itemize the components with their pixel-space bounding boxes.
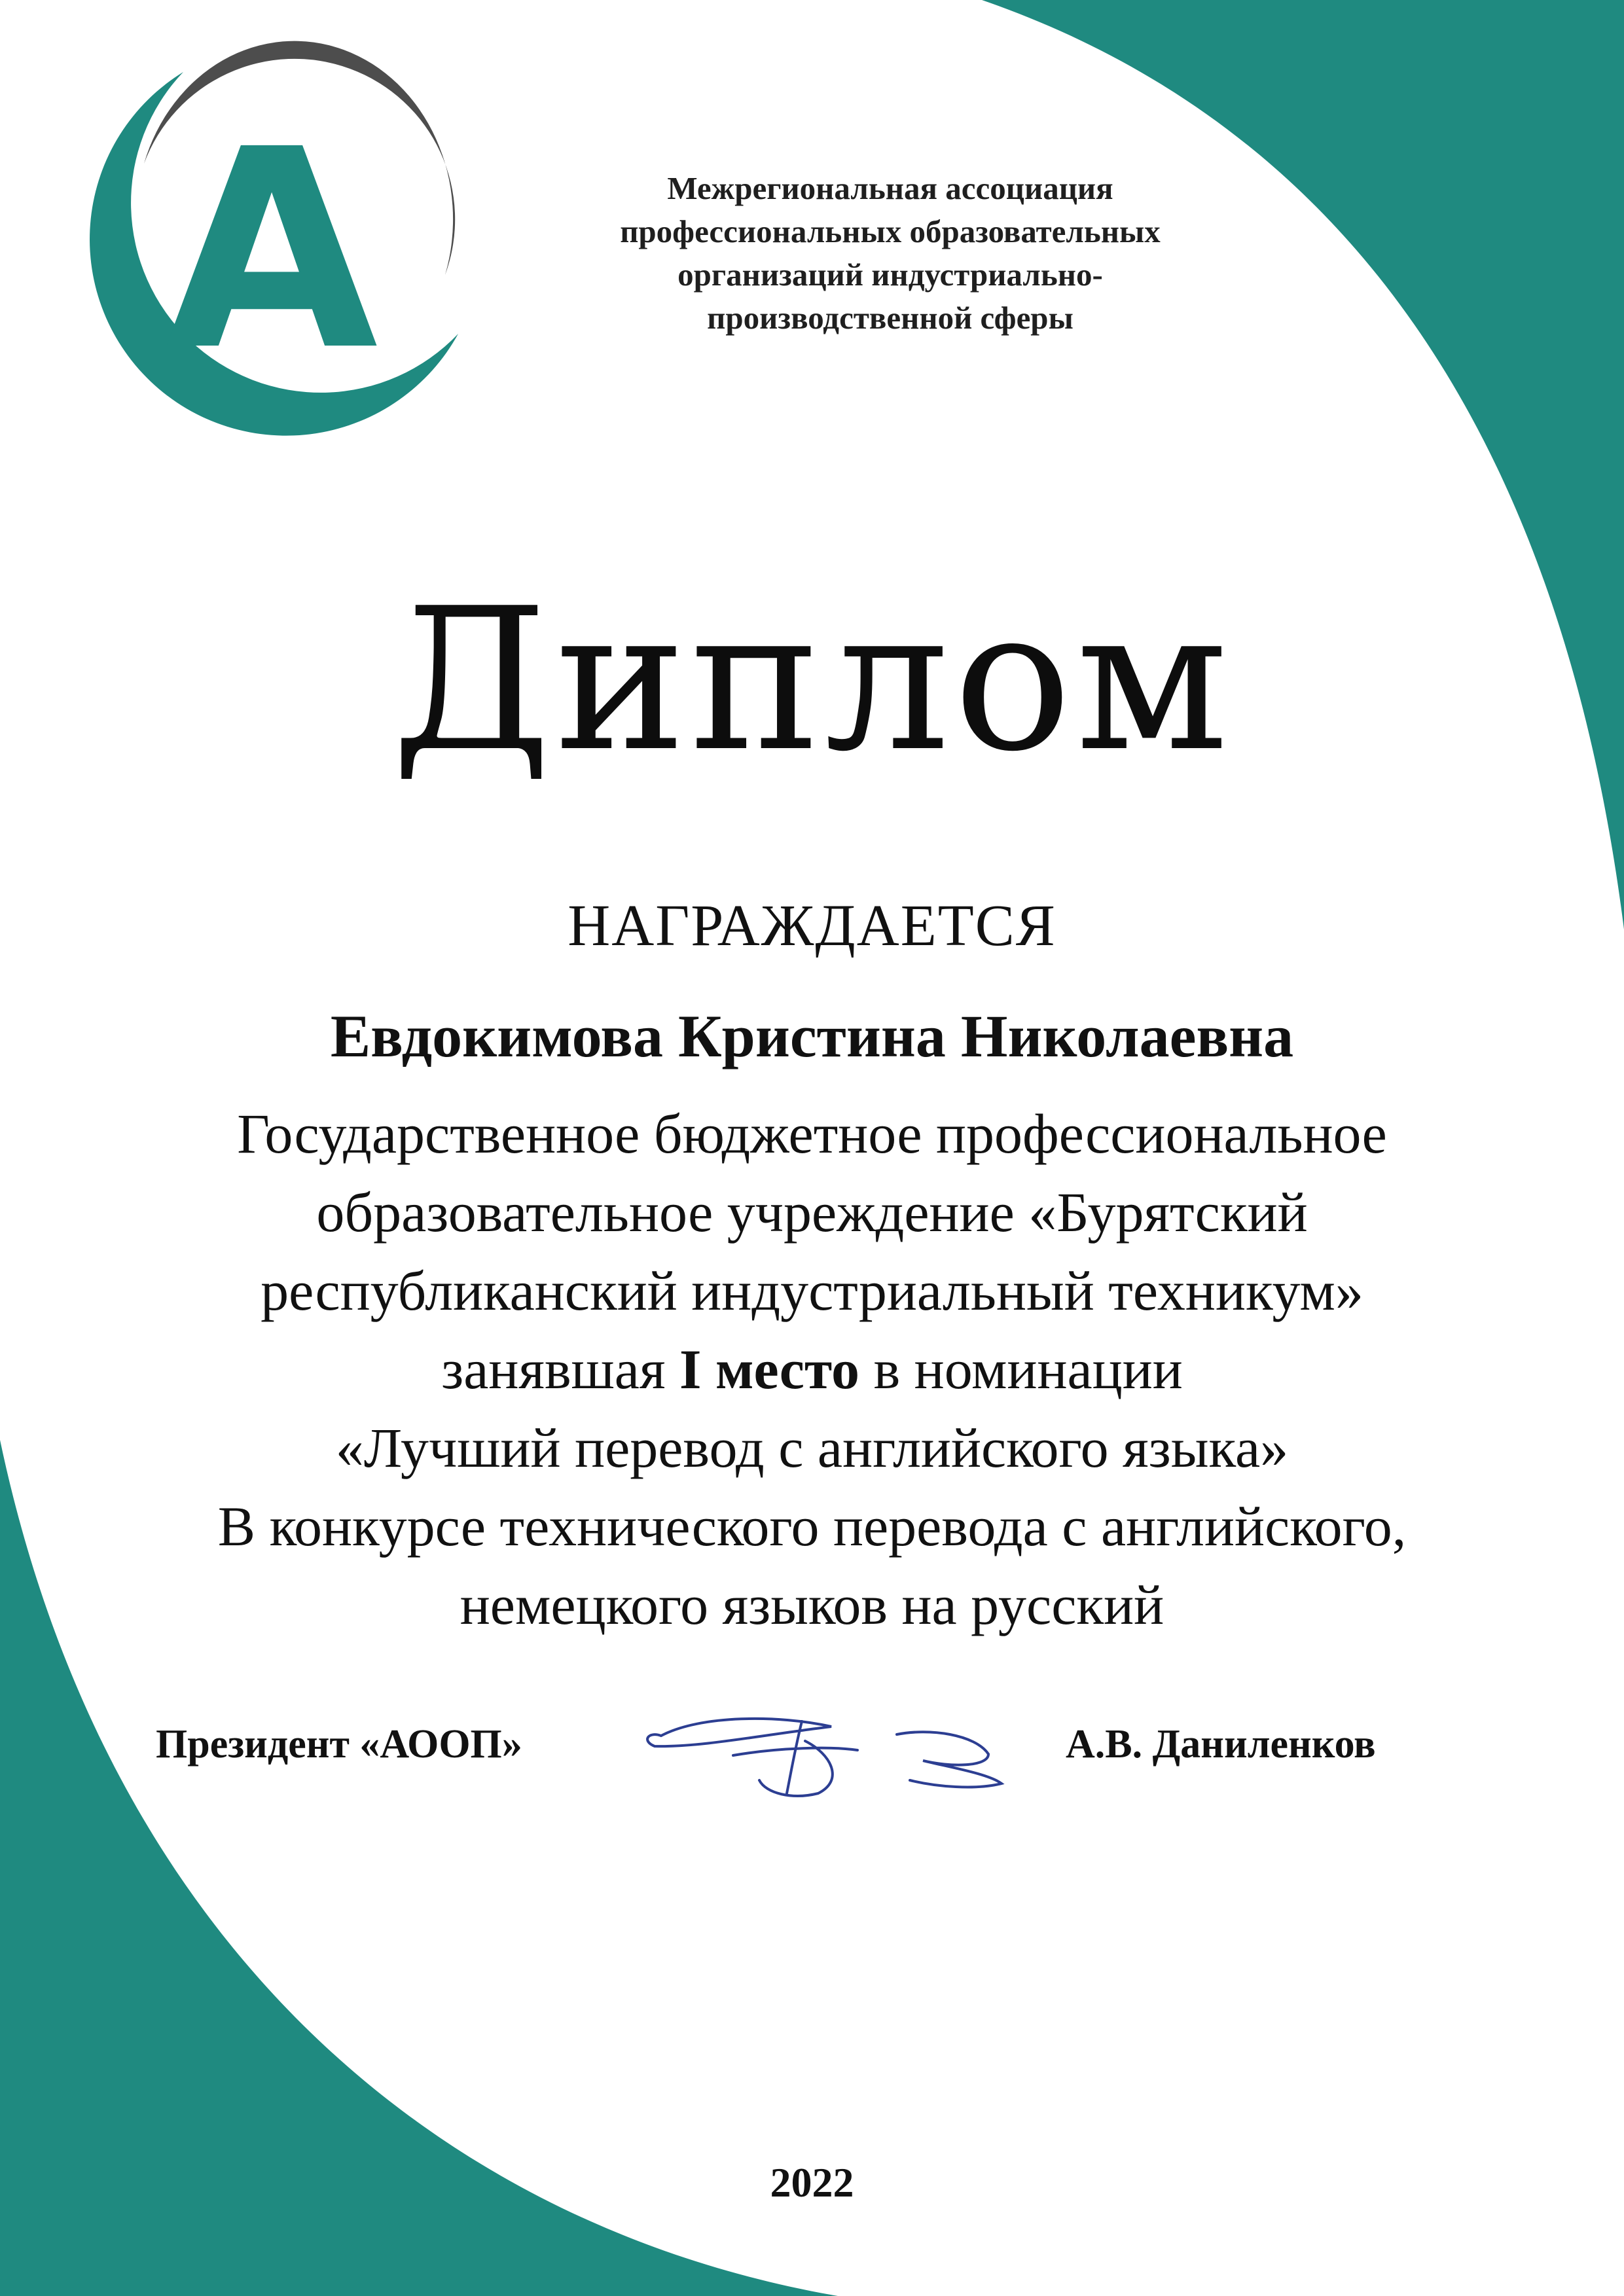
- organization-line: профессиональных образовательных: [620, 213, 1161, 249]
- contest-line: В конкурсе технического перевода с английского,: [217, 1495, 1407, 1558]
- organization-line: организаций индустриально-: [677, 257, 1103, 293]
- president-label: Президент «АООП»: [156, 1722, 522, 1767]
- signature-row: [0, 1715, 1624, 1800]
- institution-line: образовательное учреждение «Бурятский: [316, 1181, 1308, 1244]
- organization-line: Межрегиональная ассоциация: [667, 170, 1113, 206]
- diploma-title: Диплом: [391, 566, 1233, 795]
- logo-letter: A: [165, 91, 378, 411]
- place-prefix: занявшая: [441, 1338, 679, 1401]
- contest-line: немецкого языков на русский: [460, 1573, 1164, 1636]
- institution-line: республиканский индустриальный техникум»: [261, 1259, 1363, 1322]
- place-value: I место: [679, 1338, 860, 1401]
- handwritten-signature: [635, 1695, 1015, 1806]
- awarded-label: НАГРАЖДАЕТСЯ: [568, 893, 1056, 958]
- year: 2022: [770, 2159, 854, 2206]
- signer-name: А.В. Даниленков: [1066, 1722, 1376, 1767]
- diploma-body: [65, 1094, 1559, 1644]
- association-logo: [39, 26, 484, 471]
- place-line: [65, 1330, 1559, 1408]
- organization-name: [471, 167, 1309, 340]
- organization-line: производственной сферы: [707, 300, 1074, 336]
- nomination-line: «Лучший перевод с английского языка»: [335, 1416, 1289, 1479]
- institution-line: Государственное бюджетное профессиональное: [237, 1102, 1387, 1165]
- place-suffix: в номинации: [859, 1338, 1183, 1401]
- recipient-name: Евдокимова Кристина Николаевна: [330, 1003, 1294, 1069]
